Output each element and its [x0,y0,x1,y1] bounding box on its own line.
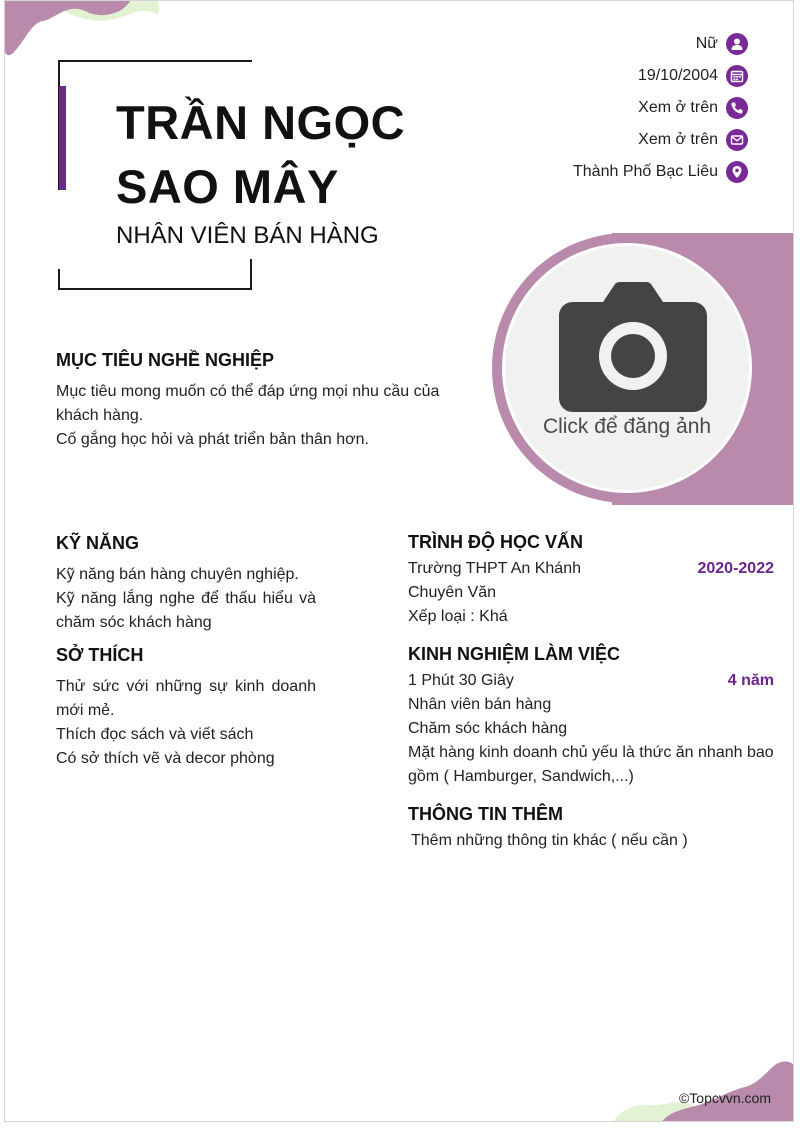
hobby-item: Thích đọc sách và viết sách [56,726,254,743]
contact-text: Xem ở trên [638,131,718,148]
skills-heading: KỸ NĂNG [56,533,140,553]
contact-text: Xem ở trên [638,99,718,116]
skill-item: Kỹ năng lắng nghe để thấu hiểu và chăm sóc khách hàng [56,590,316,631]
cv-page [4,0,794,1122]
contact-birthday [448,60,748,92]
frame-line [58,60,252,62]
calendar-icon [726,65,748,87]
mail-icon [726,129,748,151]
contact-gender [448,28,748,60]
location-icon [726,161,748,183]
hobbies-heading: SỞ THÍCH [56,645,144,665]
user-icon [726,33,748,55]
hobby-item: Thử sức với những sự kinh doanh mới mẻ. [56,678,316,719]
contact-address [448,156,748,188]
top-left-decoration [5,1,165,61]
experience-line: Nhân viên bán hàng [408,696,552,713]
extra-body: Thêm những thông tin khác ( nếu cần ) [411,832,688,849]
photo-upload[interactable] [502,243,752,493]
objective-line: Mục tiêu mong muốn có thể đáp ứng mọi nhu cầu của khách hàng. [56,383,440,424]
experience-line: Chăm sóc khách hàng [408,720,568,737]
objective-body [56,380,456,452]
photo-upload-label[interactable]: Click để đăng ảnh [542,415,712,438]
education-line: Chuyên Văn [408,584,497,601]
skills-body [56,563,316,635]
frame-line [58,269,60,290]
frame-line [58,288,252,290]
experience-company: 1 Phút 30 Giây [408,672,514,689]
camera-icon [559,282,707,414]
experience-line: Mặt hàng kinh doanh chủ yếu là thức ăn nhanh bao gồm ( Hamburger, Sandwich,...) [408,744,774,785]
frame-line [250,259,252,290]
education-heading: TRÌNH ĐỘ HỌC VẤN [408,532,583,552]
contact-text: Nữ [695,35,718,52]
objective-line: Cố gắng học hỏi và phát triển bản thân hơn. [56,431,369,448]
experience-duration: 4 năm [727,672,774,689]
candidate-name: TRẦN NGỌC SAO MÂY [116,96,406,213]
objective-heading: MỤC TIÊU NGHỀ NGHIỆP [56,350,275,370]
phone-icon [726,97,748,119]
contact-email [448,124,748,156]
accent-bar [59,86,66,190]
skill-item: Kỹ năng bán hàng chuyên nghiệp. [56,566,299,583]
contact-text: Thành Phố Bạc Liêu [573,163,718,180]
education-details [408,581,508,629]
contact-phone [448,92,748,124]
education-school: Trường THPT An Khánh [408,560,581,577]
education-period: 2020-2022 [697,560,774,577]
hobby-item: Có sở thích vẽ và decor phòng [56,750,275,767]
contact-text: 19/10/2004 [637,67,718,84]
job-title: NHÂN VIÊN BÁN HÀNG [116,222,379,249]
footer-credit[interactable]: ©Topcvvn.com [678,1090,771,1106]
hobbies-body [56,675,316,771]
extra-heading: THÔNG TIN THÊM [408,804,563,824]
experience-heading: KINH NGHIỆM LÀM VIỆC [408,644,621,664]
education-line: Xếp loại : Khá [408,608,508,625]
experience-details [408,693,776,789]
